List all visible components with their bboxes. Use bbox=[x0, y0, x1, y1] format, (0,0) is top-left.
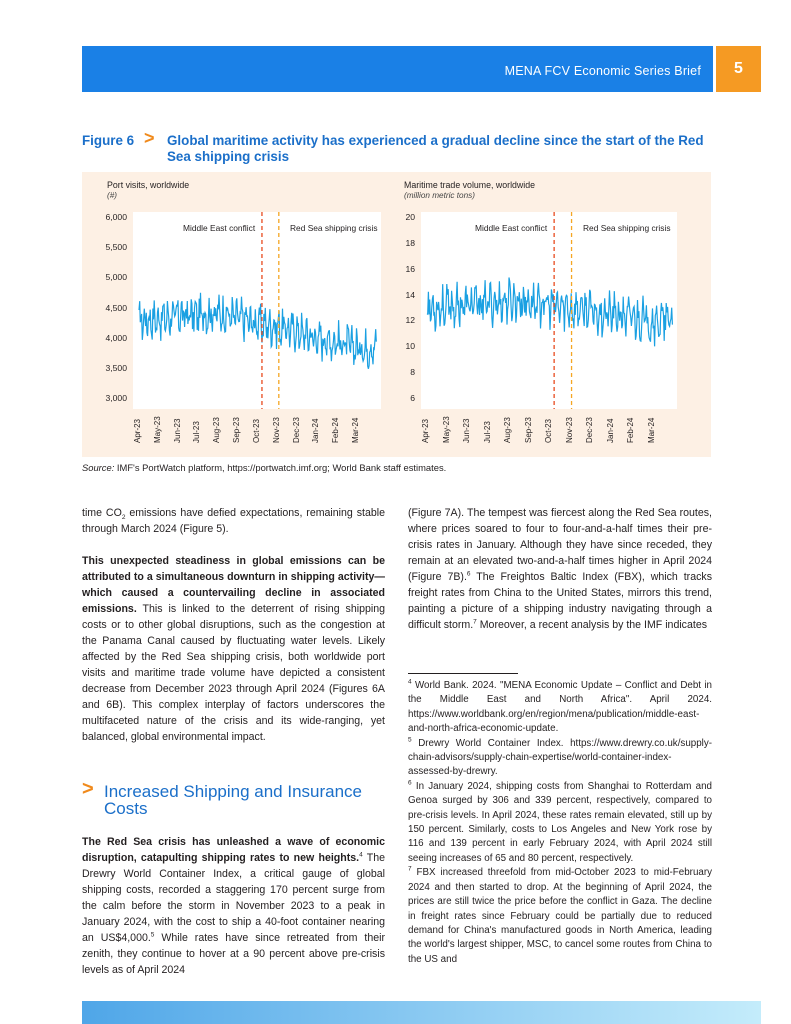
x-tick-label: Sep-23 bbox=[523, 417, 533, 443]
bold-lead: The Red Sea crisis has unleashed a wave of economic disruption, catapulting shipping rates to new heights. bbox=[82, 836, 385, 864]
y-tick-label: 5,500 bbox=[105, 242, 127, 253]
x-tick-label: Apr-23 bbox=[133, 418, 142, 443]
x-tick-label: Aug-23 bbox=[503, 417, 513, 443]
footnote-text: In January 2024, shipping costs from Shanghai to Rotterdam and Genoa surged by 306 and 339 percent, respectively, compared to pre-crisis levels. In April 2024, these rates remain elevated, still up by 150 percent. Similarly, costs to Los Angeles and New York rose by 116 and 139 percent in early February 2024, with April 2024 still seeing increases of 65 and 80 percent, respectively. bbox=[408, 780, 712, 864]
chart-b-svg bbox=[421, 212, 677, 409]
footnote-divider bbox=[408, 673, 518, 674]
footnote-ref[interactable]: 7 bbox=[473, 618, 477, 626]
chart-a-svg bbox=[133, 212, 381, 409]
figure-panel bbox=[82, 172, 711, 457]
text-run: The Drewry World Container Index, a critical gauge of global shipping costs, recorded a staggering 170 percent surge from the calm before the storm in November 2023 to a peak in January 2024, with the cost to ship a 40-foot container nearing an US$4,000. bbox=[82, 852, 385, 944]
x-tick-label: Jan-24 bbox=[605, 418, 615, 443]
footer-bar bbox=[82, 1001, 761, 1024]
x-tick-label: Jun-23 bbox=[462, 418, 471, 443]
footnote bbox=[408, 780, 712, 866]
page-number: 5 bbox=[716, 46, 761, 92]
y-tick-label: 4,500 bbox=[105, 302, 127, 313]
text-run: While rates have since retreated from their zenith, they continue to hover at a 90 percent above pre-crisis levels as of April 2024 bbox=[82, 932, 385, 976]
footnotes bbox=[408, 679, 712, 967]
series-line bbox=[139, 293, 376, 369]
paragraph bbox=[82, 834, 385, 978]
y-tick-label: 14 bbox=[405, 289, 415, 300]
x-tick-label: Dec-23 bbox=[291, 417, 301, 443]
footnote bbox=[408, 866, 712, 967]
x-tick-label: Apr-23 bbox=[421, 418, 430, 443]
chart-b-annotation-redsea: Red Sea shipping crisis bbox=[583, 223, 671, 233]
x-tick-label: Oct-23 bbox=[544, 418, 554, 443]
chart-b-title: Maritime trade volume, worldwide bbox=[404, 180, 536, 190]
source-label: Source: bbox=[82, 462, 115, 473]
left-column bbox=[82, 505, 385, 745]
footnote-number: 7 bbox=[408, 866, 412, 874]
text-run: emissions have defied expectations, remaining stable through March 2024 (Figure 5). bbox=[82, 507, 385, 535]
footnote-ref[interactable]: 6 bbox=[466, 570, 471, 578]
text-run: Moreover, a recent analysis by the IMF indicates bbox=[476, 619, 708, 631]
y-tick-label: 6,000 bbox=[105, 212, 127, 222]
header-bar bbox=[82, 46, 713, 92]
footnote-ref[interactable]: 4 bbox=[359, 851, 363, 859]
paragraph bbox=[408, 505, 712, 633]
y-tick-label: 12 bbox=[405, 315, 415, 326]
footnote-number: 4 bbox=[408, 678, 412, 686]
footnote-text: FBX increased threefold from mid-October 2023 to mid-February 2024 and then started to drop. At the beginning of April 2024, the prices are still twice the price before the conflict in Gaza. The decline in freight rates since February could be partially due to reduced demand for China's manufactured goods in North America, leading the world's largest shipper, MSC, to cancel some routes from China to the US and bbox=[408, 867, 712, 965]
left-column-lower bbox=[82, 834, 385, 978]
chart-b-annotation-conflict: Middle East conflict bbox=[475, 223, 548, 233]
x-tick-label: Jul-23 bbox=[482, 421, 492, 443]
series-line bbox=[427, 278, 672, 347]
figure-caption: Global maritime activity has experienced a gradual decline since the start of the Red Sea shipping crisis bbox=[167, 133, 704, 164]
y-tick-label: 6 bbox=[410, 393, 415, 403]
text-run: (Figure 7A). The tempest was fiercest along the Red Sea routes, where prices soared to four to four-and-a-half times their pre-crisis rates in January. Although they have since receded, they remain at an elevated two-and-a-half times higher in April 2024 (Figure 7B). bbox=[408, 507, 712, 583]
y-tick-label: 8 bbox=[410, 367, 415, 378]
x-tick-label: Sep-23 bbox=[232, 417, 242, 443]
footnote-text: World Bank. 2024. "MENA Economic Update – Conflict and Debt in the Middle East and North Africa". April 2024. https://www.worldbank.org/en/region/mena/publication/middle-east-and-north-africa-economic-update. bbox=[408, 680, 712, 735]
y-tick-label: 16 bbox=[405, 263, 415, 274]
chevron-right-icon: > bbox=[144, 128, 155, 148]
y-tick-label: 3,000 bbox=[105, 393, 127, 403]
footnote-number: 6 bbox=[408, 779, 412, 787]
x-tick-label: May-23 bbox=[152, 416, 162, 443]
chart-a-title: Port visits, worldwide bbox=[107, 180, 190, 190]
footnote-ref[interactable]: 5 bbox=[150, 931, 155, 939]
text-run: time CO bbox=[82, 507, 122, 519]
x-tick-label: Mar-24 bbox=[646, 417, 656, 443]
bold-lead: This unexpected steadiness in global emissions can be attributed to a simultaneous downturn in shipping activity—which caused a countervailing decline in associated emissions. bbox=[82, 555, 385, 615]
y-tick-label: 18 bbox=[405, 237, 415, 248]
series-title: MENA FCV Economic Series Brief bbox=[504, 64, 701, 78]
chart-b-plot bbox=[421, 212, 677, 409]
y-tick-label: 3,500 bbox=[105, 362, 127, 373]
x-tick-label: Jul-23 bbox=[192, 421, 202, 443]
x-tick-label: Nov-23 bbox=[564, 417, 574, 443]
figure-label: Figure 6 bbox=[82, 133, 135, 148]
chart-a-plot bbox=[133, 212, 381, 409]
footnote bbox=[408, 737, 712, 780]
x-tick-label: Feb-24 bbox=[626, 417, 636, 443]
x-tick-label: Oct-23 bbox=[251, 418, 261, 443]
x-tick-label: Dec-23 bbox=[585, 417, 595, 443]
y-tick-label: 5,000 bbox=[105, 272, 127, 283]
right-column bbox=[408, 505, 712, 633]
footnote-number: 5 bbox=[408, 736, 412, 744]
section-title: Increased Shipping and Insurance Costs bbox=[104, 782, 363, 818]
x-tick-label: Jan-24 bbox=[311, 418, 321, 443]
figure-source bbox=[82, 462, 446, 473]
chart-a-subtitle: (#) bbox=[107, 191, 118, 200]
x-tick-label: Feb-24 bbox=[331, 417, 341, 443]
x-tick-label: Aug-23 bbox=[212, 417, 222, 443]
x-tick-label: Mar-24 bbox=[351, 417, 361, 443]
source-text: IMF's PortWatch platform, https://portwatch.imf.org; World Bank staff estimates. bbox=[114, 462, 447, 473]
subscript: 2 bbox=[121, 514, 126, 522]
y-tick-label: 4,000 bbox=[105, 332, 127, 343]
x-tick-label: Jun-23 bbox=[172, 418, 182, 443]
y-tick-label: 10 bbox=[405, 341, 415, 352]
chart-a-annotation-redsea: Red Sea shipping crisis bbox=[290, 223, 378, 233]
chevron-right-icon: > bbox=[82, 778, 94, 800]
footnote-text: Drewry World Container Index. https://www.drewry.co.uk/supply-chain-advisors/supply-chain-expertise/world-container-index-assessed-by-drewry. bbox=[408, 737, 712, 778]
paragraph bbox=[82, 505, 385, 537]
x-tick-label: Nov-23 bbox=[271, 417, 281, 443]
chart-a-annotation-conflict: Middle East conflict bbox=[183, 223, 256, 233]
paragraph bbox=[82, 553, 385, 745]
footnote bbox=[408, 679, 712, 737]
chart-b-subtitle: (million metric tons) bbox=[404, 191, 475, 200]
text-run: This is linked to the deterrent of rising shipping costs or to other global disruptions, such as the congestion at the Panama Canal caused by fluctuating water levels. Likely affected by the Red Sea shipping crisis, both worldwide port visits and maritime trade volume have depicted a consistent decrease from December 2023 through April 2024 (Figures 6A and 6B). This complex interplay of factors underscores the multifaceted nature of the crisis and its wide-ranging, yet balanced, global environmental impact. bbox=[82, 603, 385, 743]
text-run: The Freightos Baltic Index (FBX), which tracks freight rates from China to the United States, mirrors this trend, painting a picture of a shipping industry navigating through a difficult storm. bbox=[408, 571, 712, 631]
y-tick-label: 20 bbox=[405, 212, 415, 222]
x-tick-label: May-23 bbox=[441, 416, 451, 443]
